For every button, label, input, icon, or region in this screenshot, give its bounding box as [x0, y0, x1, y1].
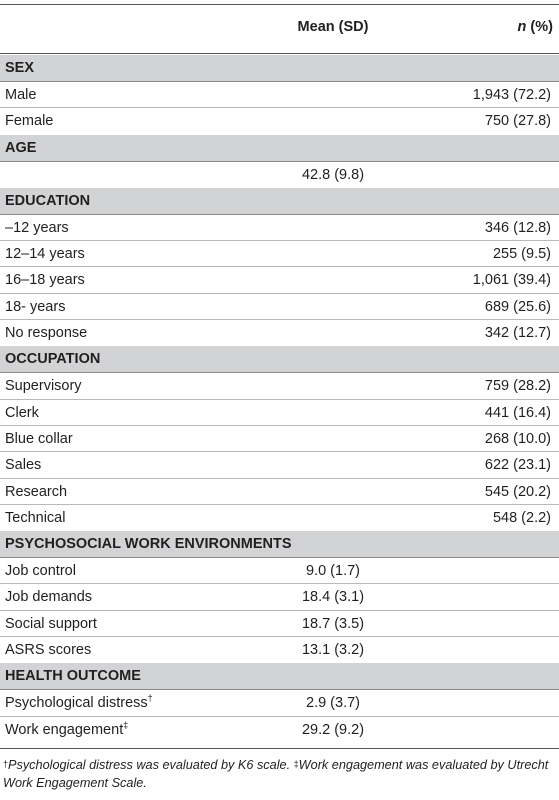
row-label-text: 16–18 years [5, 272, 85, 289]
table-row [0, 584, 559, 610]
table-row [0, 505, 559, 531]
row-label-text: Technical [5, 509, 66, 526]
row-label-text: Work engagement [5, 721, 124, 738]
row-label-text: ASRS scores [5, 642, 92, 659]
row-label [5, 484, 67, 500]
table-row [0, 558, 559, 584]
footnote-marker: † [147, 693, 153, 704]
row-label-text: Sales [5, 457, 42, 474]
table-row [0, 690, 559, 716]
table-row [0, 320, 559, 346]
n-percent-cell: 689 (25.6) [484, 298, 551, 315]
table-row [0, 294, 559, 320]
row-label [5, 589, 92, 605]
row-label-text: No response [5, 325, 88, 342]
header-percent: (%) [526, 19, 553, 35]
row-label-text: Male [5, 87, 37, 103]
mean-sd-cell: 29.2 (9.2) [301, 721, 365, 738]
table-row [0, 82, 559, 108]
row-label-text: Social support [5, 615, 97, 632]
section-header-row [0, 531, 559, 558]
n-percent-cell: 545 (20.2) [484, 483, 551, 500]
mean-sd-cell: 2.9 (3.7) [306, 695, 360, 712]
footnote-text-2: Work engagement was evaluated by Utrecht Work Engagement Scale. [3, 758, 549, 790]
row-label [5, 457, 41, 473]
table-row [0, 241, 559, 267]
row-label [5, 325, 87, 341]
section-header-row [0, 55, 559, 82]
row-label-text: PSYCHOSOCIAL WORK ENVIRONMENTS [5, 536, 292, 553]
section-label [5, 668, 141, 684]
row-label [5, 405, 39, 421]
section-header-row [0, 663, 559, 690]
row-label-text: –12 years [5, 219, 69, 236]
table-bottom-rule [0, 748, 559, 749]
row-label [5, 272, 85, 288]
mean-sd-cell: 18.4 (3.1) [301, 589, 365, 606]
table-row [0, 479, 559, 505]
n-percent-cell: 441 (16.4) [484, 404, 551, 421]
n-percent-cell: 342 (12.7) [484, 325, 551, 342]
row-label [5, 510, 65, 526]
table-row [0, 452, 559, 478]
row-label-text: HEALTH OUTCOME [5, 668, 141, 685]
mean-sd-cell: 13.1 (3.2) [301, 642, 365, 659]
table-row [0, 611, 559, 637]
n-percent-cell: 750 (27.8) [484, 113, 551, 130]
section-label [5, 60, 34, 76]
table-row [0, 637, 559, 663]
row-label [5, 378, 82, 394]
mean-sd-cell: 9.0 (1.7) [306, 563, 360, 580]
row-label [5, 246, 85, 262]
header-mean-sd: Mean (SD) [297, 19, 369, 35]
n-percent-cell: 548 (2.2) [492, 509, 551, 526]
mean-sd-cell: 42.8 (9.8) [301, 166, 365, 183]
n-percent-cell: 346 (12.8) [484, 219, 551, 236]
table-row [0, 426, 559, 452]
table-row [0, 162, 559, 188]
section-label [5, 536, 292, 552]
row-label-text: OCCUPATION [5, 351, 101, 368]
footnote-double-dagger: ‡ [293, 759, 299, 769]
section-header-row [0, 135, 559, 162]
n-percent-cell: 255 (9.5) [492, 246, 551, 263]
n-percent-cell: 622 (23.1) [484, 457, 551, 474]
section-header-row [0, 346, 559, 373]
row-label-text: EDUCATION [5, 192, 91, 209]
row-label [5, 431, 73, 447]
mean-sd-cell: 18.7 (3.5) [301, 615, 365, 632]
row-label [5, 113, 53, 129]
table-row [0, 215, 559, 241]
row-label-text: 18- years [5, 298, 66, 315]
section-label [5, 193, 90, 209]
table-row [0, 400, 559, 426]
row-label-text: Supervisory [5, 378, 82, 395]
row-label [5, 642, 91, 658]
row-label [5, 563, 76, 579]
row-label-text: Blue collar [5, 430, 73, 447]
row-label-text: Research [5, 483, 68, 500]
table-body [0, 55, 559, 743]
footnote-marker: ‡ [123, 719, 129, 730]
row-label-text: Clerk [5, 404, 39, 421]
row-label [5, 299, 65, 315]
section-label [5, 351, 100, 367]
row-label-text: Job control [5, 563, 76, 580]
table-header [0, 5, 559, 54]
table-footnote [3, 756, 555, 792]
row-label-text: AGE [5, 139, 37, 156]
n-percent-cell: 268 (10.0) [484, 430, 551, 447]
row-label-text: Psychological distress [5, 695, 148, 712]
footnote-text-1: Psychological distress was evaluated by K6 scale. [8, 758, 294, 772]
header-n-percent [518, 19, 553, 35]
row-label [5, 87, 36, 103]
row-label [5, 220, 69, 236]
row-label [5, 719, 129, 738]
row-label-text: 12–14 years [5, 246, 85, 263]
header-rule [0, 53, 559, 54]
row-label [5, 695, 153, 711]
row-label-text: Job demands [5, 589, 93, 606]
footnote-dagger: † [3, 759, 9, 769]
table-row [0, 267, 559, 293]
table-row [0, 373, 559, 399]
n-percent-cell: 1,061 (39.4) [472, 272, 551, 289]
table-row [0, 108, 559, 134]
row-label-text: Female [5, 113, 54, 130]
header-n: n [517, 19, 527, 35]
n-percent-cell: 759 (28.2) [484, 378, 551, 395]
n-percent-cell: 1,943 (72.2) [472, 87, 551, 103]
table-row [0, 717, 559, 743]
section-header-row [0, 188, 559, 215]
row-label [5, 616, 97, 632]
row-label-text: SEX [5, 60, 35, 76]
section-label [5, 140, 36, 156]
